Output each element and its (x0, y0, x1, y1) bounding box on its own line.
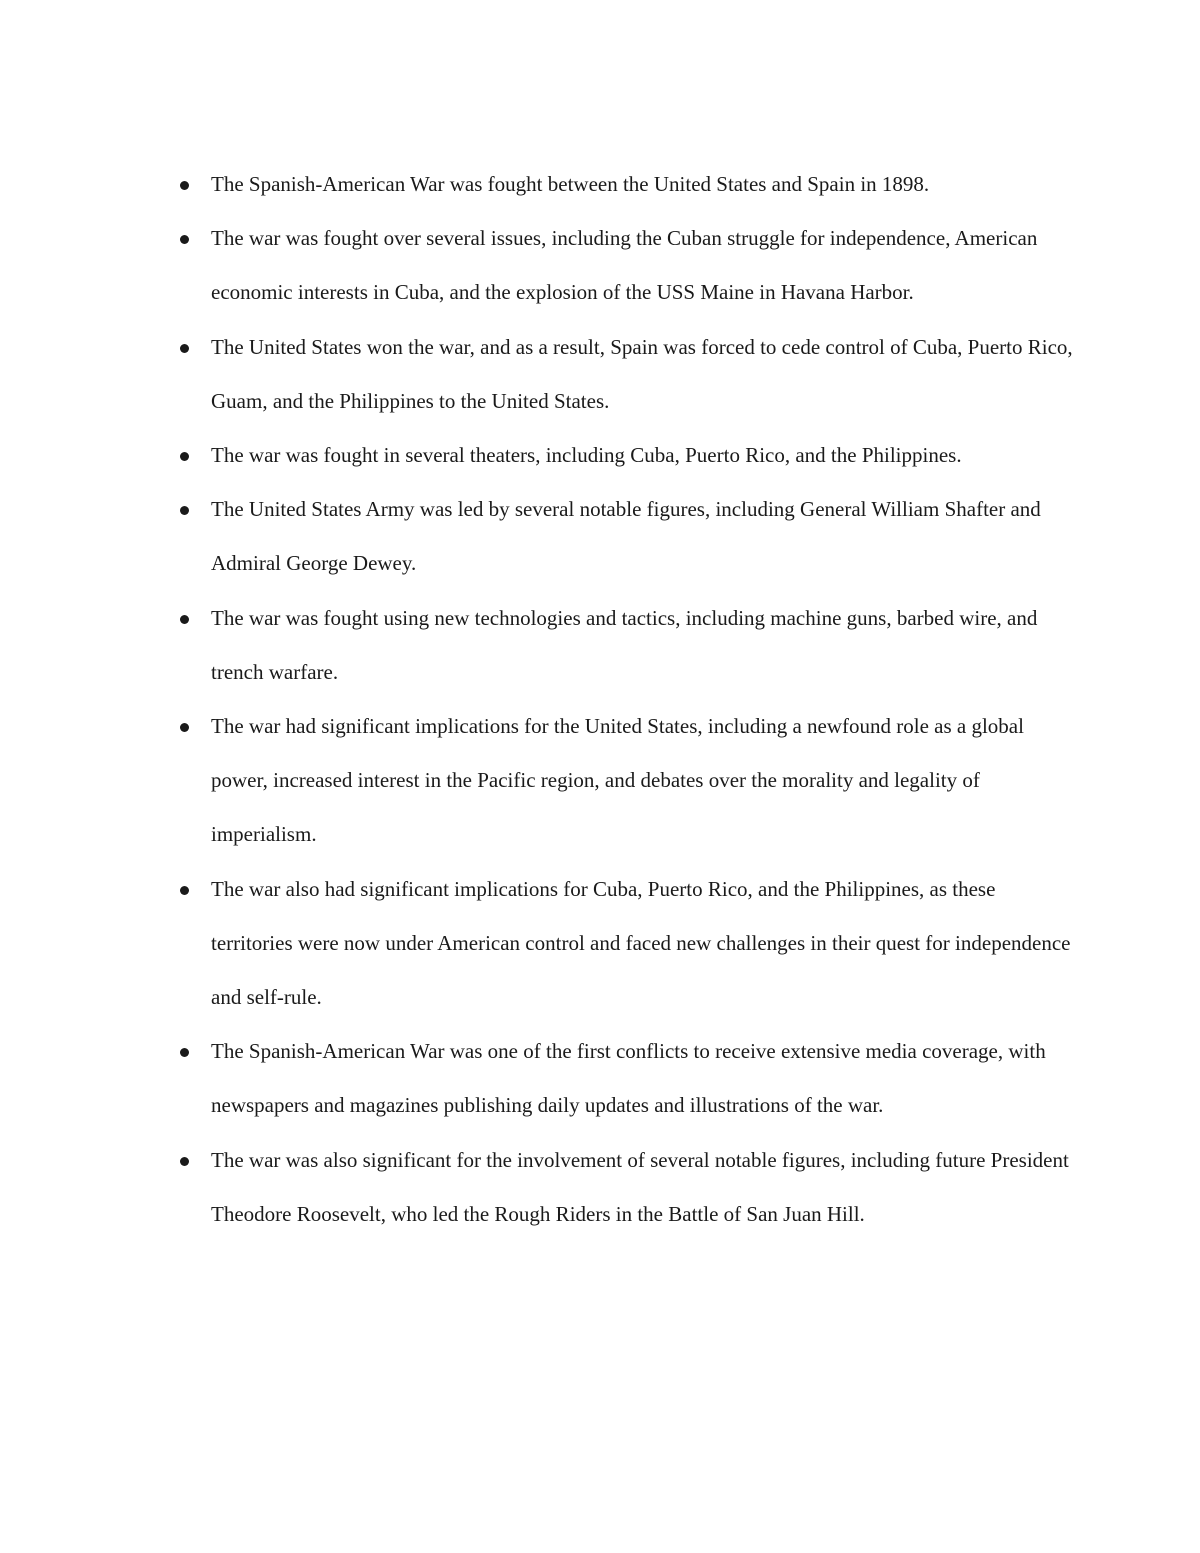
list-item (0, 482, 1081, 590)
list-item-text: The war was fought over several issues, including the Cuban struggle for independence, American economic interests in Cuba, and the explosion of the USS Maine in Havana Harbor. (211, 226, 1038, 305)
bullet-icon (180, 886, 189, 895)
list-item-text: The Spanish-American War was fought between the United States and Spain in 1898. (211, 172, 930, 196)
list-item (0, 1024, 1081, 1132)
bullet-icon (180, 1048, 189, 1057)
bullet-icon (180, 452, 189, 461)
list-item (0, 591, 1081, 699)
bullet-icon (180, 181, 189, 190)
list-item-text: The Spanish-American War was one of the first conflicts to receive extensive media coverage, with newspapers and magazines publishing daily updates and illustrations of the war. (211, 1039, 1046, 1118)
bullet-icon (180, 615, 189, 624)
bullet-icon (180, 344, 189, 353)
bullet-icon (180, 506, 189, 515)
list-item-text: The war had significant implications for the United States, including a newfound role as a global power, increased interest in the Pacific region, and debates over the morality and legality of imperialism. (211, 714, 1024, 847)
bullet-list (0, 157, 1200, 1241)
list-item-text: The United States Army was led by several notable figures, including General William Shafter and Admiral George Dewey. (211, 497, 1041, 576)
list-item (0, 320, 1081, 428)
bullet-icon (180, 1157, 189, 1166)
list-item (0, 428, 1081, 482)
list-item-text: The war was fought using new technologies and tactics, including machine guns, barbed wire, and trench warfare. (211, 605, 1038, 684)
list-item (0, 211, 1081, 319)
list-item (0, 157, 1081, 211)
list-item (0, 862, 1081, 1025)
list-item-text: The war also had significant implications for Cuba, Puerto Rico, and the Philippines, as these territories were now under American control and faced new challenges in their quest for independence and self-rule. (211, 876, 1071, 1010)
list-item (0, 1133, 1081, 1241)
bullet-icon (180, 235, 189, 244)
list-item-text: The United States won the war, and as a result, Spain was forced to cede control of Cuba, Puerto Rico, Guam, and the Philippines to the United States. (211, 334, 1073, 413)
list-item-text: The war was fought in several theaters, including Cuba, Puerto Rico, and the Philippines. (211, 443, 962, 468)
list-item-text: The war was also significant for the involvement of several notable figures, including future President Theodore Roosevelt, who led the Rough Riders in the Battle of San Juan Hill. (211, 1147, 1069, 1226)
list-item (0, 699, 1081, 862)
bullet-icon (180, 723, 189, 732)
